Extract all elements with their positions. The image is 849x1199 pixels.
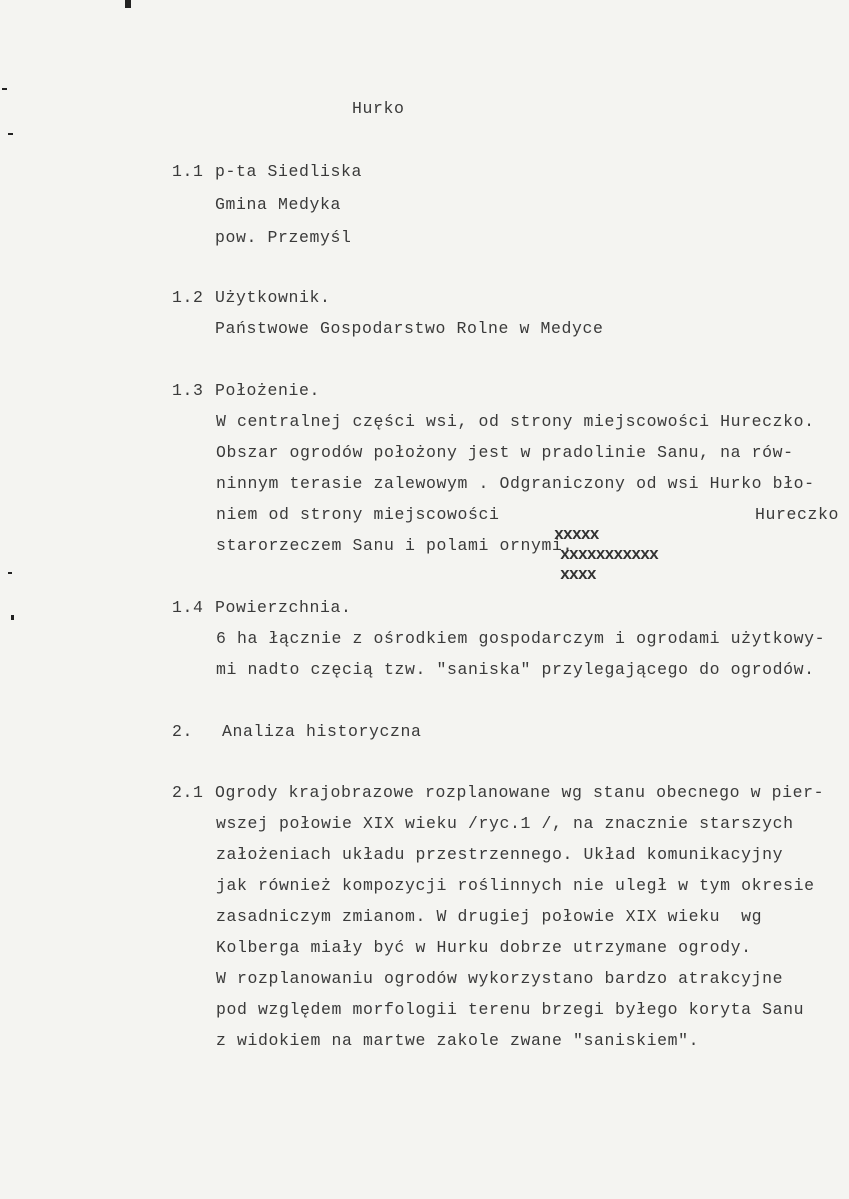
body-line: ninnym terasie zalewowym . Odgraniczony od wsi Hurko bło-: [216, 474, 815, 493]
body-line: 6 ha łącznie z ośrodkiem gospodarczym i ogrodami użytkowy-: [216, 629, 826, 648]
body-line: zasadniczym zmianom. W drugiej połowie XIX wieku wg: [216, 907, 763, 926]
struck-word: xxxxx: [554, 525, 599, 544]
document-title: Hurko: [352, 99, 405, 118]
margin-mark: [8, 572, 12, 574]
margin-mark: [11, 615, 14, 620]
body-line: pod względem morfologii terenu brzegi byłego koryta Sanu: [216, 1000, 805, 1019]
body-line: starorzeczem Sanu i polami ornymi.: [216, 536, 574, 555]
section-number: 1.2: [172, 288, 204, 307]
body-line-end: Hureczko: [755, 505, 840, 524]
section-number: 1.3: [172, 381, 204, 400]
margin-mark: [2, 88, 7, 90]
body-line: wszej połowie XIX wieku /ryc.1 /, na znacznie starszych: [216, 814, 794, 833]
section-number: 1.1: [172, 162, 204, 181]
section-heading: Analiza historyczna: [222, 722, 422, 741]
struck-word: xxxx: [560, 565, 596, 584]
margin-mark: [8, 133, 13, 135]
top-edge-mark: [125, 0, 131, 8]
body-line: z widokiem na martwe zakole zwane "saniskiem".: [216, 1031, 700, 1050]
body-line: mi nadto częcią tzw. "saniska" przylegającego do ogrodów.: [216, 660, 815, 679]
address-line: pow. Przemyśl: [215, 228, 352, 247]
section-number: 2.1: [172, 783, 204, 802]
body-line: Państwowe Gospodarstwo Rolne w Medyce: [215, 319, 604, 338]
body-line: Obszar ogrodów położony jest w pradolinie Sanu, na rów-: [216, 443, 794, 462]
section-number: 2.: [172, 722, 194, 741]
body-line: W centralnej części wsi, od strony miejscowości Hureczko.: [216, 412, 815, 431]
address-line: p-ta Siedliska: [215, 162, 363, 181]
section-number: 1.4: [172, 598, 204, 617]
struck-word: xxxxxxxxxxx: [560, 545, 658, 564]
section-heading: Użytkownik.: [215, 288, 331, 307]
address-line: Gmina Medyka: [215, 195, 342, 214]
body-line: Kolberga miały być w Hurku dobrze utrzymane ogrody.: [216, 938, 752, 957]
body-line: Ogrody krajobrazowe rozplanowane wg stanu obecnego w pier-: [215, 783, 825, 802]
body-line: jak również kompozycji roślinnych nie uległ w tym okresie: [216, 876, 815, 895]
body-line: niem od strony miejscowości: [216, 505, 500, 524]
section-heading: Powierzchnia.: [215, 598, 352, 617]
body-line: założeniach układu przestrzennego. Układ komunikacyjny: [216, 845, 784, 864]
section-heading: Położenie.: [215, 381, 321, 400]
body-line: W rozplanowaniu ogrodów wykorzystano bardzo atrakcyjne: [216, 969, 784, 988]
